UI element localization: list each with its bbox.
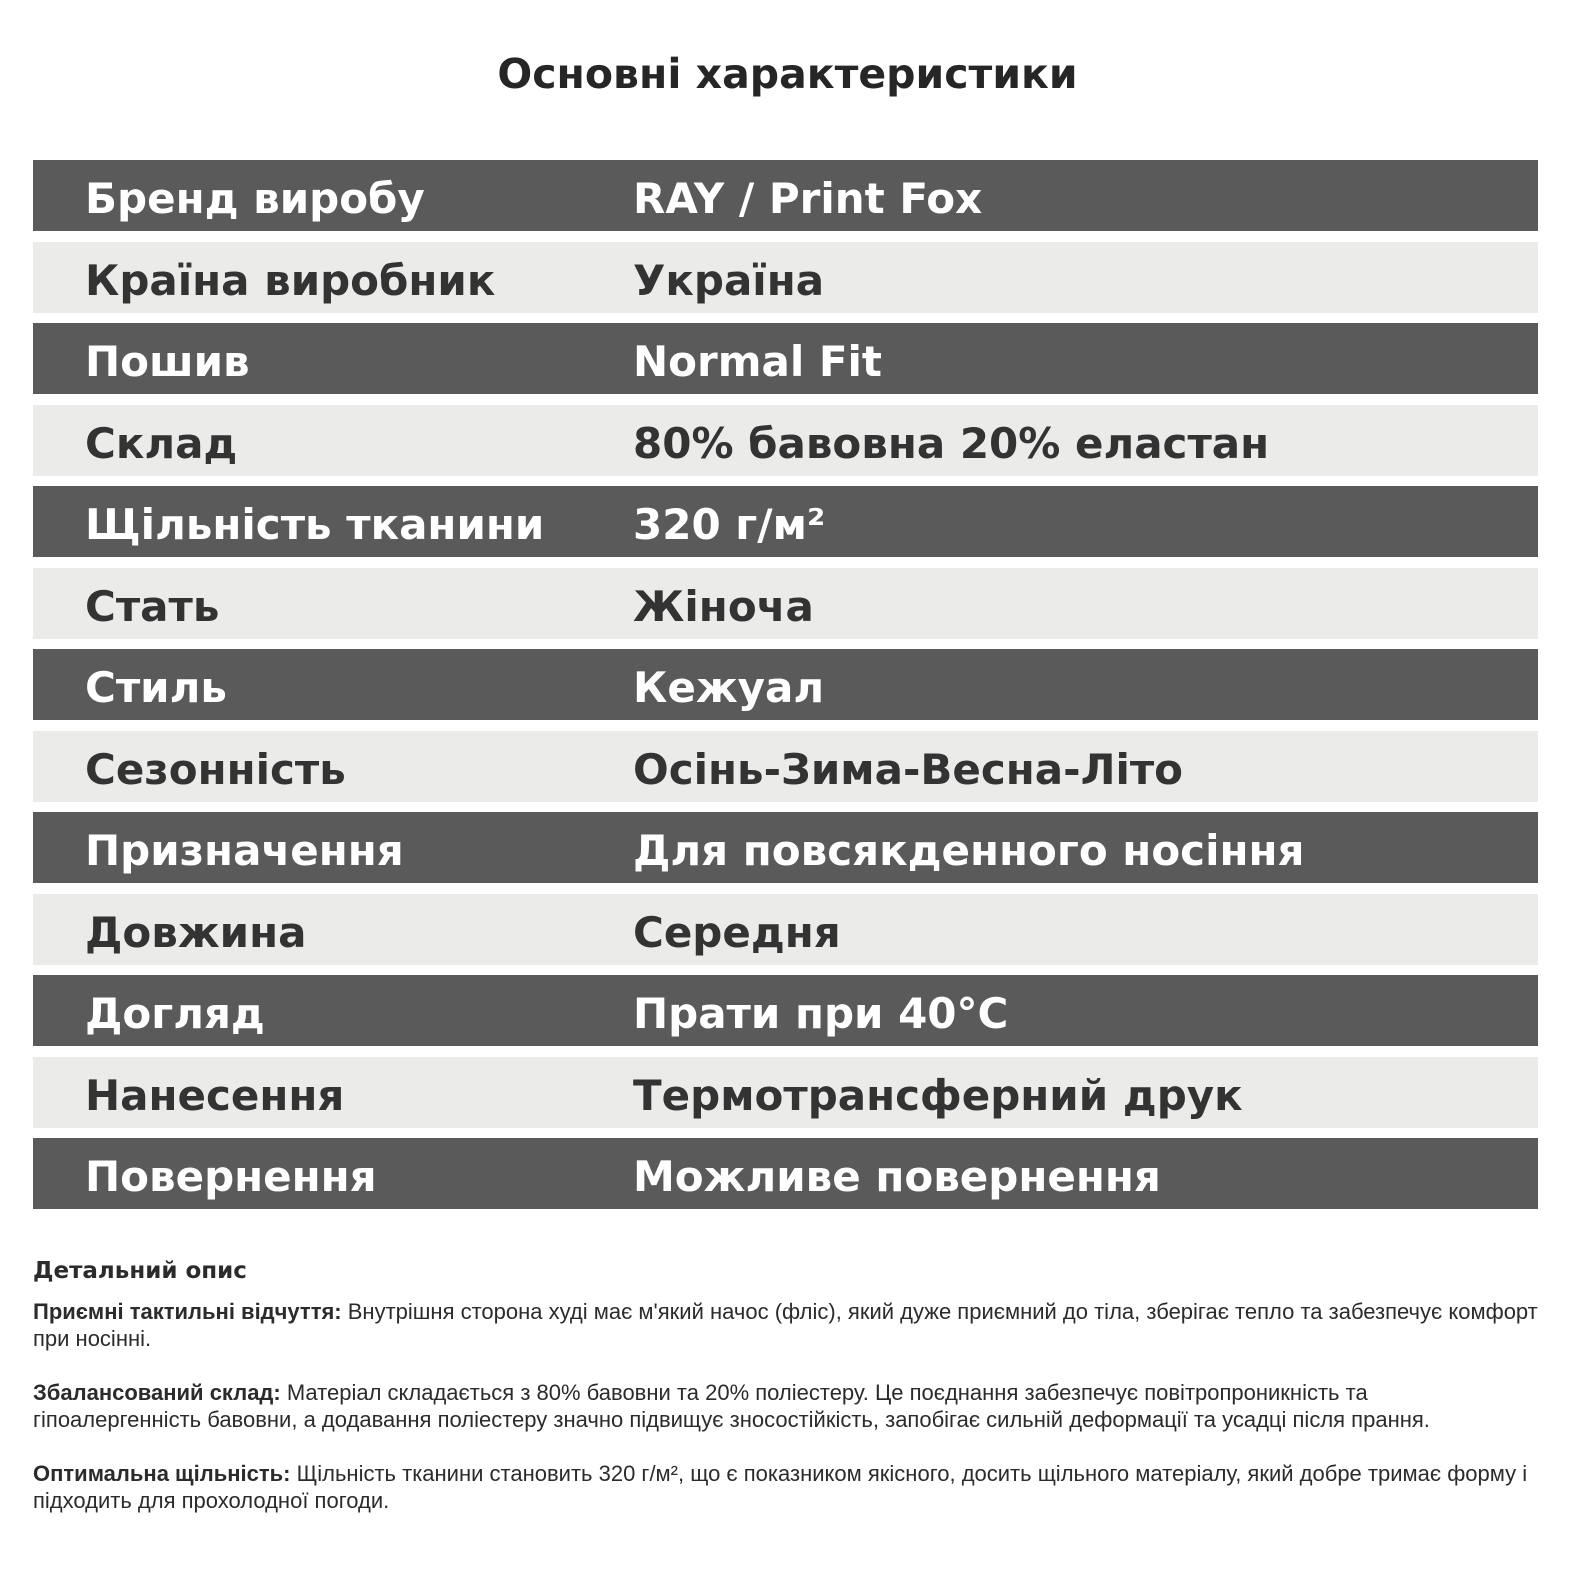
- spec-row-length: [33, 894, 1538, 965]
- spec-row-country: [33, 242, 1538, 313]
- page-title: Основні характеристики: [497, 50, 1078, 98]
- spec-row-density: [33, 486, 1538, 557]
- spec-row-return: [33, 1138, 1538, 1209]
- details-paragraph-composition: [33, 1379, 1538, 1433]
- spec-row-composition: [33, 405, 1538, 476]
- spec-label: Стать: [85, 581, 220, 631]
- spec-value: RAY / Print Fox: [633, 174, 983, 223]
- spec-row-gender: [33, 568, 1538, 639]
- spec-value: Можливе повернення: [633, 1152, 1161, 1201]
- spec-label: Щільність тканини: [85, 500, 545, 549]
- details-paragraph-tactile: [33, 1298, 1538, 1352]
- spec-label: Країна виробник: [85, 255, 496, 305]
- spec-value: Для повсякденного носіння: [633, 826, 1305, 875]
- spec-label: Сезонність: [85, 744, 346, 794]
- details-paragraph-density: [33, 1460, 1538, 1514]
- paragraph-text: Щільність тканини становить 320 г/м², що є показником якісного, досить щільного матеріалу, який добре тримає форму і підходить для прохолодної погоди.: [33, 1461, 1528, 1513]
- spec-label: Довжина: [85, 907, 307, 957]
- spec-value: 80% бавовна 20% еластан: [633, 418, 1270, 468]
- spec-label: Бренд виробу: [85, 174, 425, 223]
- spec-row-care: [33, 975, 1538, 1046]
- spec-value: 320 г/м²: [633, 500, 826, 549]
- paragraph-text: Внутрішня сторона худі має м'який начос (фліс), який дуже приємний до тіла, зберігає тепло та забезпечує комфорт при носінні.: [33, 1299, 1538, 1351]
- spec-value: Термотрансферний друк: [633, 1070, 1243, 1120]
- spec-value: Прати при 40°C: [633, 989, 1009, 1038]
- spec-row-style: [33, 649, 1538, 720]
- spec-row-brand: [33, 160, 1538, 231]
- spec-value: Україна: [633, 255, 825, 305]
- spec-value: Осінь-Зима-Весна-Літо: [633, 744, 1184, 794]
- paragraph-text: Матеріал складається з 80% бавовни та 20% поліестеру. Це поєднання забезпечує повітропроникність та гіпоалергенність бавовни, а додавання поліестеру значно підвищує зносостійкість, запобігає сильній деформації та усадці після прання.: [33, 1380, 1430, 1432]
- paragraph-lead: Оптимальна щільність:: [33, 1461, 291, 1486]
- spec-label: Повернення: [85, 1152, 377, 1201]
- spec-row-purpose: [33, 812, 1538, 883]
- spec-label: Пошив: [85, 337, 250, 386]
- spec-value: Середня: [633, 907, 841, 957]
- spec-label: Призначення: [85, 826, 404, 875]
- spec-label: Стиль: [85, 663, 227, 712]
- specs-table: [33, 160, 1538, 1220]
- paragraph-lead: Збалансований склад:: [33, 1380, 281, 1405]
- detailed-description: [33, 1256, 1538, 1541]
- spec-value: Жіноча: [633, 581, 814, 631]
- spec-row-season: [33, 731, 1538, 802]
- spec-row-print: [33, 1057, 1538, 1128]
- spec-value: Normal Fit: [633, 337, 883, 386]
- spec-label: Склад: [85, 418, 238, 468]
- paragraph-lead: Приємні тактильні відчуття:: [33, 1299, 342, 1324]
- spec-label: Догляд: [85, 989, 265, 1038]
- spec-value: Кежуал: [633, 663, 825, 712]
- spec-label: Нанесення: [85, 1070, 345, 1120]
- spec-row-fit: [33, 323, 1538, 394]
- details-heading: Детальний опис: [33, 1258, 247, 1284]
